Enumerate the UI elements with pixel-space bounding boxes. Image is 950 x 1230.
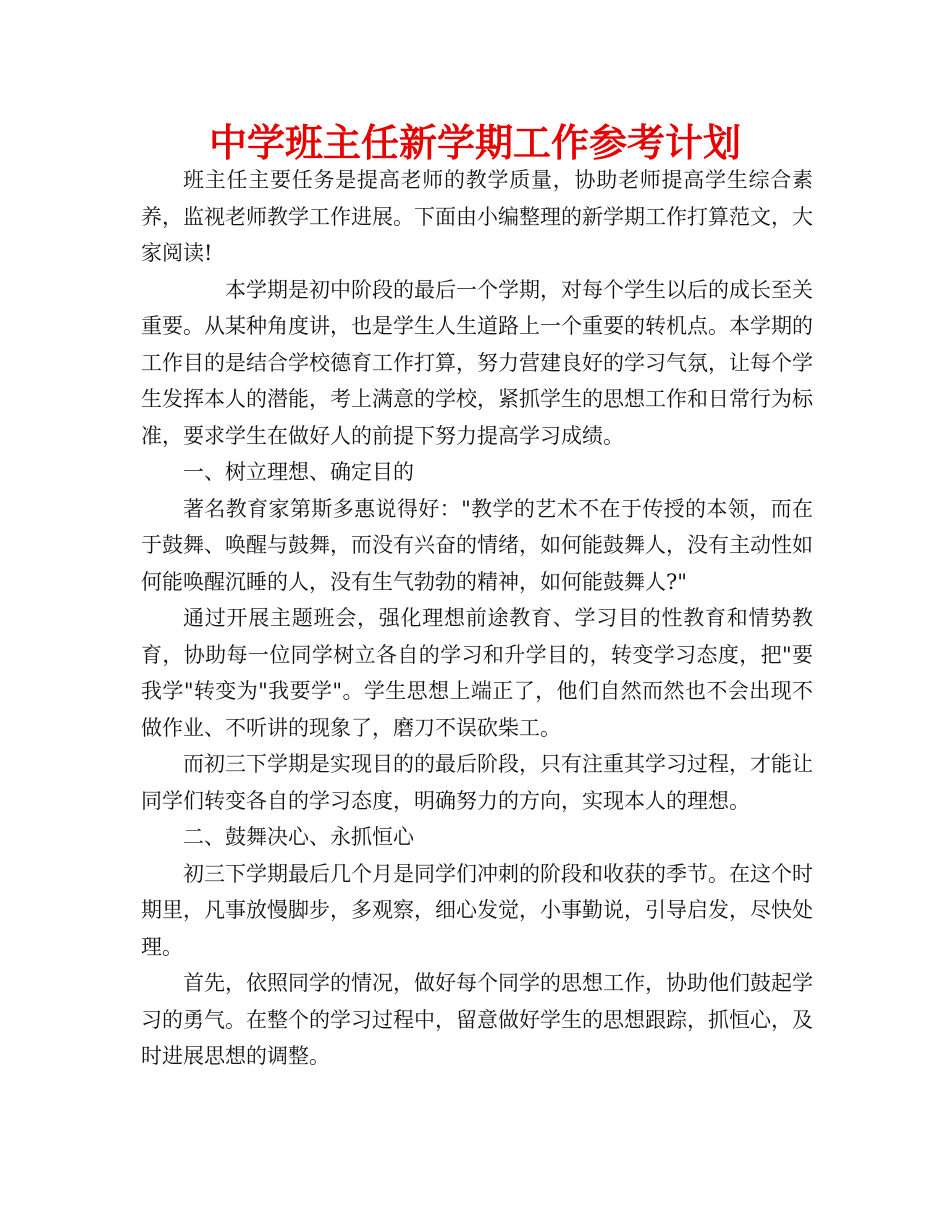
document-title: 中学班主任新学期工作参考计划 — [208, 121, 741, 165]
final-stage-paragraph: 而初三下学期是实现目的的最后阶段，只有注重其学习过程，才能让同学们转变各自的学习态度，明确努力的方向，实现本人的理想。 — [141, 752, 813, 813]
document-body — [141, 162, 813, 1075]
class-meeting-paragraph: 通过开展主题班会，强化理想前途教育、学习目的性教育和情势教育，协助每一位同学树立各自的学习和升学目的，转变学习态度，把"要我学"转变为"我要学"。学生思想上端正了，他们自然而然也不会出现不做作业、不听讲的现象了，磨刀不误砍柴工。 — [141, 606, 813, 740]
sprint-paragraph: 初三下学期最后几个月是同学们冲刺的阶段和收获的季节。在这个时期里，凡事放慢脚步，多观察，细心发觉，小事勤说，引导启发，尽快处理。 — [141, 861, 813, 959]
section-heading-2: 二、鼓舞决心、永抓恒心 — [183, 825, 414, 849]
intro-paragraph: 班主任主要任务是提高老师的教学质量，协助老师提高学生综合素养，监视老师教学工作进展。下面由小编整理的新学期工作打算范文，大家阅读! — [141, 168, 813, 265]
semester-paragraph: 本学期是初中阶段的最后一个学期，对每个学生以后的成长至关重要。从某种角度讲，也是学生人生道路上一个重要的转机点。本学期的工作目的是结合学校德育工作打算，努力营建良好的学习气氛，让每个学生发挥本人的潜能，考上满意的学校，紧抓学生的思想工作和日常行为标准，要求学生在做好人的前提下努力提高学习成绩。 — [141, 277, 813, 448]
first-step-paragraph: 首先，依照同学的情况，做好每个同学的思想工作，协助他们鼓起学习的勇气。在整个的学习过程中，留意做好学生的思想跟踪，抓恒心，及时进展思想的调整。 — [141, 971, 813, 1068]
quote-paragraph: 著名教育家第斯多惠说得好："教学的艺术不在于传授的本领，而在于鼓舞、唤醒与鼓舞，而没有兴奋的情绪，如何能鼓舞人，没有主动性如何能唤醒沉睡的人，没有生气勃勃的精神，如何能鼓舞人?" — [141, 496, 813, 594]
section-heading-1: 一、树立理想、确定目的 — [183, 460, 414, 484]
